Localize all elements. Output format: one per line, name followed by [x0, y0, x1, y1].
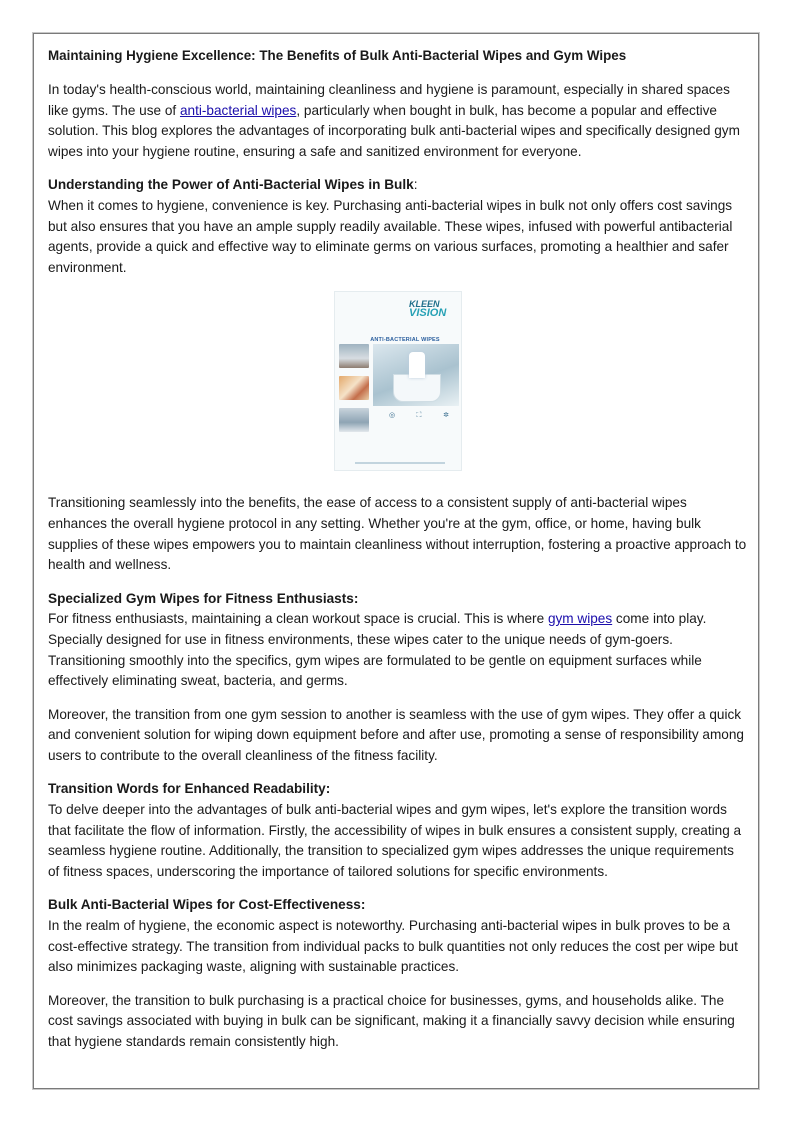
wipes-tub [393, 374, 441, 402]
gym-icon: ⛶ [416, 412, 422, 420]
gym-wipes-link[interactable]: gym wipes [547, 611, 613, 627]
section-body-cost: In the realm of hygiene, the economic aspect is noteworthy. Purchasing anti-bacterial wipes in bulk proves to be a cost-effective strategy. The transition from individual packs to bulk quantities not only reduces the cost per wipe but also minimizes packaging waste, aligning with sustainable practices. [48, 918, 738, 975]
section-heading-understanding: Understanding the Power of Anti-Bacterial Wipes in Bulk [48, 177, 414, 193]
logo-line-2: VISION [409, 307, 447, 320]
section-heading-cost: Bulk Anti-Bacterial Wipes for Cost-Effectiveness: [48, 897, 366, 913]
gym-text-pre: For fitness enthusiasts, maintaining a clean workout space is crucial. This is where [48, 611, 548, 627]
section-heading-transition-words: Transition Words for Enhanced Readability: [48, 781, 331, 797]
heading-colon: : [413, 177, 418, 193]
intro-paragraph [48, 80, 748, 162]
section-transition-words [48, 779, 748, 882]
section-body-understanding: When it comes to hygiene, convenience is key. Purchasing anti-bacterial wipes in bulk not only offers cost savings but also ensures that you have an ample supply readily available. These wipes, infused with powerful antibacterial agents, provide a quick and effective way to eliminate germs on various surfaces, promoting a healthier and safer environment. [48, 197, 733, 275]
section-body-transition-words: To delve deeper into the advantages of bulk anti-bacterial wipes and gym wipes, let's explore the transition words that facilitate the flow of information. Firstly, the accessibility of wipes in bulk ensures a consistent supply, creating a seamless hygiene routine. Additionally, the transition to specialized gym wipes addresses the unique requirements of fitness spaces, underscoring the importance of tailored solutions for specific environments. [48, 802, 742, 879]
germ-icon: ✲ [443, 412, 449, 420]
anti-bacterial-wipes-link[interactable]: anti-bacterial wipes [179, 102, 297, 118]
document-body [48, 46, 748, 1066]
wipe-sheet [409, 352, 425, 378]
intro-text-post: , particularly when bought in bulk, has become a popular and effective solution. This blog explores the advantages of incorporating bulk anti-bacterial wipes and specifically designed gym wipes into your hygiene routine, ensuring a safe and sanitized environment for everyone. [48, 102, 740, 159]
office-photo-thumb [339, 408, 369, 432]
wipes-photo [373, 344, 459, 406]
section-cost-effectiveness [48, 895, 748, 977]
intro-text-pre: In today's health-conscious world, maintaining cleanliness and hygiene is paramount, especially in shared spaces like gyms. The use of [48, 82, 730, 118]
paragraph-final: Moreover, the transition to bulk purchasing is a practical choice for businesses, gyms, and households alike. The cost savings associated with buying in bulk can be significant, making it a financially savvy decision while ensuring that hygiene standards remain consistently high. [48, 992, 735, 1049]
document-title: Maintaining Hygiene Excellence: The Benefits of Bulk Anti-Bacterial Wipes and Gym Wipes [48, 48, 627, 63]
gym-text-post: come into play. Specially designed for use in fitness environments, these wipes cater to the unique needs of gym-goers. Transitioning smoothly into the specifics, gym wipes are formulated to be gentle on equipment surfaces while effectively eliminating sweat, bacteria, and germs. [48, 611, 707, 689]
section-gym-wipes [48, 589, 748, 692]
section-understanding [48, 175, 748, 278]
flyer-label: ANTI-BACTERIAL WIPES [370, 337, 440, 344]
feature-icons [383, 412, 455, 432]
drop-icon: ◎ [388, 412, 396, 420]
paragraph-gym-session: Moreover, the transition from one gym session to another is seamless with the use of gym wipes. They offer a quick and convenient solution for wiping down equipment before and after use, promoting a sense of responsibility among users to contribute to the overall cleanliness of the fitness facility. [48, 706, 744, 763]
logo-line-1: KLEEN [409, 299, 440, 310]
flyer-footer-line [355, 462, 445, 464]
section-heading-gym-wipes: Specialized Gym Wipes for Fitness Enthusiasts: [48, 590, 359, 606]
gym-photo-thumb [339, 344, 369, 368]
product-flyer-image [334, 291, 462, 471]
paragraph-transition: Transitioning seamlessly into the benefits, the ease of access to a consistent supply of anti-bacterial wipes enhances the overall hygiene protocol in any setting. Whether you're at the gym, office, or home, having bulk supplies of these wipes empowers you to maintain cleanliness without interruption, fostering a proactive approach to health and wellness. [48, 495, 747, 573]
brand-logo [409, 300, 446, 318]
food-photo-thumb [339, 376, 369, 400]
